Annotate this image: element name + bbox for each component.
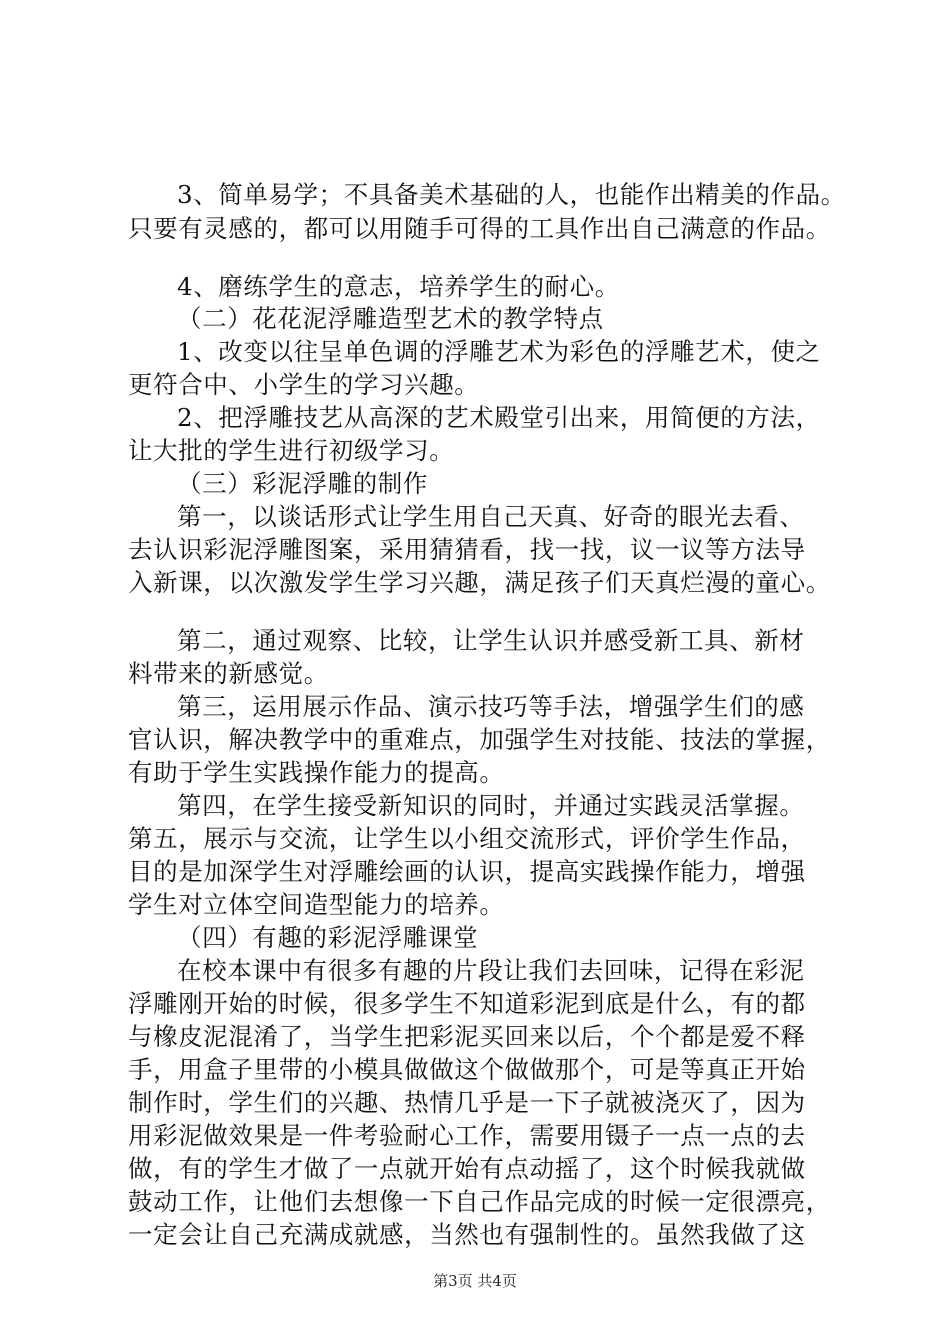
paragraph-line: 一定会让自己充满成就感，当然也有强制性的。虽然我做了这 bbox=[128, 1220, 806, 1249]
paragraph-line: 料带来的新感觉。 bbox=[128, 659, 329, 688]
paragraph-line: 去认识彩泥浮雕图案，采用猜猜看，找一找，议一议等方法导 bbox=[128, 535, 806, 564]
paragraph-line: 只要有灵感的，都可以用随手可得的工具作出自己满意的作品。 bbox=[128, 214, 831, 243]
paragraph-line: 第五，展示与交流，让学生以小组交流形式，评价学生作品， bbox=[128, 824, 806, 853]
paragraph-line: 浮雕刚开始的时候，很多学生不知道彩泥到底是什么，有的都 bbox=[128, 989, 806, 1018]
paragraph-line: 让大批的学生进行初级学习。 bbox=[128, 436, 455, 465]
paragraph-line: 更符合中、小学生的学习兴趣。 bbox=[128, 370, 480, 399]
paragraph-line: 官认识，解决教学中的重难点，加强学生对技能、技法的掌握， bbox=[128, 725, 831, 754]
paragraph-line: 鼓动工作，让他们去想像一下自己作品完成的时候一定很漂亮， bbox=[128, 1187, 831, 1216]
page-number-footer: 第3页 共4页 bbox=[433, 1272, 517, 1290]
paragraph-line: 第二，通过观察、比较，让学生认识并感受新工具、新材 bbox=[177, 626, 805, 655]
paragraph-line: 用彩泥做效果是一件考验耐心工作，需要用镊子一点一点的去 bbox=[128, 1121, 806, 1150]
paragraph-line: 目的是加深学生对浮雕绘画的认识，提高实践操作能力，增强 bbox=[128, 857, 806, 886]
paragraph-line: 入新课，以次激发学生学习兴趣，满足孩子们天真烂漫的童心。 bbox=[128, 568, 831, 597]
paragraph-line: 学生对立体空间造型能力的培养。 bbox=[128, 890, 505, 919]
paragraph-line: 第一，以谈话形式让学生用自己天真、好奇的眼光去看、 bbox=[177, 502, 805, 531]
paragraph-line: 2、把浮雕技艺从高深的艺术殿堂引出来，用简便的方法， bbox=[177, 403, 821, 432]
paragraph-line: 有助于学生实践操作能力的提高。 bbox=[128, 758, 505, 787]
paragraph-line: 在校本课中有很多有趣的片段让我们去回味，记得在彩泥 bbox=[177, 956, 805, 985]
paragraph-line: 1、改变以往呈单色调的浮雕艺术为彩色的浮雕艺术，使之 bbox=[177, 337, 821, 366]
section-heading: （四）有趣的彩泥浮雕课堂 bbox=[177, 923, 479, 952]
section-heading: （三）彩泥浮雕的制作 bbox=[177, 469, 428, 498]
section-heading: （二）花花泥浮雕造型艺术的教学特点 bbox=[177, 304, 604, 333]
paragraph-line: 第三，运用展示作品、演示技巧等手法，增强学生们的感 bbox=[177, 692, 805, 721]
paragraph-line: 做，有的学生才做了一点就开始有点动摇了，这个时候我就做 bbox=[128, 1154, 806, 1183]
paragraph-line: 与橡皮泥混淆了，当学生把彩泥买回来以后，个个都是爱不释 bbox=[128, 1022, 806, 1051]
paragraph-line: 4、磨练学生的意志，培养学生的耐心。 bbox=[177, 272, 620, 301]
paragraph-line: 手，用盒子里带的小模具做做这个做做那个，可是等真正开始 bbox=[128, 1055, 806, 1084]
paragraph-line: 第四，在学生接受新知识的同时，并通过实践灵活掌握。 bbox=[177, 791, 805, 820]
paragraph-line: 制作时，学生们的兴趣、热情几乎是一下子就被浇灭了，因为 bbox=[128, 1088, 806, 1117]
paragraph-line: 3、简单易学；不具备美术基础的人，也能作出精美的作品。 bbox=[177, 180, 846, 209]
